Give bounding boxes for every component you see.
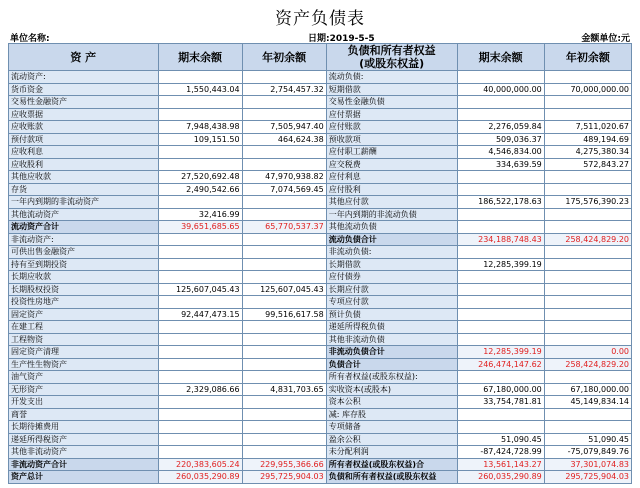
header-assets: 资 产 xyxy=(9,44,159,71)
liability-begin-balance-cell: 489,194.69 xyxy=(544,133,631,146)
asset-begin-balance-cell xyxy=(242,433,326,446)
liability-end-balance-cell: 260,035,290.89 xyxy=(457,471,544,484)
header-end-balance: 期末余额 xyxy=(158,44,242,71)
header-end-balance-2: 期末余额 xyxy=(457,44,544,71)
asset-item-cell: 可供出售金融资产 xyxy=(9,246,159,259)
asset-end-balance-cell xyxy=(158,146,242,159)
liability-begin-balance-cell: 258,424,829.20 xyxy=(544,233,631,246)
asset-item-cell: 固定资产 xyxy=(9,308,159,321)
table-row xyxy=(9,458,632,471)
liability-begin-balance-cell: 175,576,390.23 xyxy=(544,196,631,209)
table-row xyxy=(9,346,632,359)
asset-item-cell: 油气资产 xyxy=(9,371,159,384)
liability-begin-balance-cell xyxy=(544,208,631,221)
liability-begin-balance-cell: 51,090.45 xyxy=(544,433,631,446)
liability-item-cell: 所有者权益(或股东权益): xyxy=(326,371,457,384)
liability-end-balance-cell xyxy=(457,296,544,309)
liability-begin-balance-cell xyxy=(544,308,631,321)
asset-begin-balance-cell xyxy=(242,233,326,246)
asset-begin-balance-cell xyxy=(242,158,326,171)
asset-end-balance-cell: 2,329,086.66 xyxy=(158,383,242,396)
asset-begin-balance-cell: 2,754,457.32 xyxy=(242,83,326,96)
liability-end-balance-cell xyxy=(457,183,544,196)
asset-item-cell: 在建工程 xyxy=(9,321,159,334)
asset-begin-balance-cell xyxy=(242,358,326,371)
asset-end-balance-cell: 109,151.50 xyxy=(158,133,242,146)
liability-item-cell: 递延所得税负债 xyxy=(326,321,457,334)
liability-item-cell: 未分配利润 xyxy=(326,446,457,459)
asset-end-balance-cell xyxy=(158,108,242,121)
liability-end-balance-cell: 334,639.59 xyxy=(457,158,544,171)
liability-end-balance-cell xyxy=(457,208,544,221)
asset-item-cell: 流动资产合计 xyxy=(9,221,159,234)
liability-item-cell: 非流动负债: xyxy=(326,246,457,259)
liability-end-balance-cell xyxy=(457,421,544,434)
table-row xyxy=(9,83,632,96)
asset-end-balance-cell: 39,651,685.65 xyxy=(158,221,242,234)
asset-begin-balance-cell: 47,970,938.82 xyxy=(242,171,326,184)
liability-item-cell: 非流动负债合计 xyxy=(326,346,457,359)
asset-begin-balance-cell xyxy=(242,258,326,271)
table-row xyxy=(9,221,632,234)
asset-begin-balance-cell: 4,831,703.65 xyxy=(242,383,326,396)
table-row xyxy=(9,321,632,334)
asset-begin-balance-cell xyxy=(242,196,326,209)
liability-begin-balance-cell xyxy=(544,71,631,84)
table-row xyxy=(9,308,632,321)
liability-begin-balance-cell: 258,424,829.20 xyxy=(544,358,631,371)
liability-item-cell: 预计负债 xyxy=(326,308,457,321)
liability-begin-balance-cell: 45,149,834.14 xyxy=(544,396,631,409)
liability-end-balance-cell xyxy=(457,321,544,334)
liability-begin-balance-cell: 572,843.27 xyxy=(544,158,631,171)
liability-item-cell: 一年内到期的非流动负债 xyxy=(326,208,457,221)
table-row xyxy=(9,383,632,396)
liability-end-balance-cell: 40,000,000.00 xyxy=(457,83,544,96)
liability-item-cell: 流动负债: xyxy=(326,71,457,84)
asset-item-cell: 无形资产 xyxy=(9,383,159,396)
asset-begin-balance-cell xyxy=(242,333,326,346)
asset-item-cell: 资产总计 xyxy=(9,471,159,484)
liability-item-cell: 应付账款 xyxy=(326,121,457,134)
asset-end-balance-cell xyxy=(158,396,242,409)
table-row xyxy=(9,421,632,434)
asset-end-balance-cell xyxy=(158,421,242,434)
liability-begin-balance-cell: 37,301,074.83 xyxy=(544,458,631,471)
liability-item-cell: 流动负债合计 xyxy=(326,233,457,246)
asset-begin-balance-cell xyxy=(242,208,326,221)
asset-item-cell: 交易性金融资产 xyxy=(9,96,159,109)
table-row xyxy=(9,258,632,271)
asset-end-balance-cell xyxy=(158,433,242,446)
liability-begin-balance-cell xyxy=(544,258,631,271)
header-liabilities-line2: (或股东权益) xyxy=(359,57,425,70)
liability-end-balance-cell xyxy=(457,221,544,234)
asset-item-cell: 流动资产: xyxy=(9,71,159,84)
liability-end-balance-cell: 67,180,000.00 xyxy=(457,383,544,396)
liability-begin-balance-cell xyxy=(544,96,631,109)
asset-end-balance-cell: 2,490,542.66 xyxy=(158,183,242,196)
liability-end-balance-cell: 234,188,748.43 xyxy=(457,233,544,246)
liability-item-cell: 其他应付款 xyxy=(326,196,457,209)
asset-item-cell: 非流动资产合计 xyxy=(9,458,159,471)
asset-item-cell: 生产性生物资产 xyxy=(9,358,159,371)
liability-item-cell: 负债合计 xyxy=(326,358,457,371)
liability-begin-balance-cell xyxy=(544,421,631,434)
liability-end-balance-cell xyxy=(457,171,544,184)
liability-end-balance-cell: 186,522,178.63 xyxy=(457,196,544,209)
table-row xyxy=(9,71,632,84)
header-liabilities-equity xyxy=(326,44,457,71)
liability-end-balance-cell xyxy=(457,333,544,346)
liability-begin-balance-cell xyxy=(544,271,631,284)
asset-end-balance-cell: 92,447,473.15 xyxy=(158,308,242,321)
liability-end-balance-cell xyxy=(457,283,544,296)
table-row xyxy=(9,471,632,484)
liability-begin-balance-cell xyxy=(544,283,631,296)
liability-item-cell: 减: 库存股 xyxy=(326,408,457,421)
asset-begin-balance-cell xyxy=(242,246,326,259)
asset-end-balance-cell xyxy=(158,96,242,109)
report-date: 日期:2019-5-5 xyxy=(308,34,375,44)
liability-item-cell: 应付职工薪酬 xyxy=(326,146,457,159)
asset-item-cell: 一年内到期的非流动资产 xyxy=(9,196,159,209)
liability-item-cell: 实收资本(或股本) xyxy=(326,383,457,396)
liability-end-balance-cell: 509,036.37 xyxy=(457,133,544,146)
header-liabilities-line1: 负债和所有者权益 xyxy=(347,44,436,57)
asset-item-cell: 其他应收款 xyxy=(9,171,159,184)
asset-item-cell: 长期应收款 xyxy=(9,271,159,284)
asset-begin-balance-cell xyxy=(242,96,326,109)
liability-begin-balance-cell xyxy=(544,333,631,346)
asset-end-balance-cell xyxy=(158,346,242,359)
asset-item-cell: 预付款项 xyxy=(9,133,159,146)
liability-end-balance-cell: 4,546,834.00 xyxy=(457,146,544,159)
asset-end-balance-cell: 7,948,438.98 xyxy=(158,121,242,134)
liability-item-cell: 交易性金融负债 xyxy=(326,96,457,109)
asset-end-balance-cell xyxy=(158,358,242,371)
asset-end-balance-cell xyxy=(158,246,242,259)
asset-end-balance-cell xyxy=(158,196,242,209)
liability-end-balance-cell: 246,474,147.62 xyxy=(457,358,544,371)
asset-item-cell: 其他非流动资产 xyxy=(9,446,159,459)
liability-item-cell: 应交税费 xyxy=(326,158,457,171)
liability-item-cell: 应付利息 xyxy=(326,171,457,184)
asset-begin-balance-cell xyxy=(242,408,326,421)
asset-begin-balance-cell: 464,624.38 xyxy=(242,133,326,146)
liability-end-balance-cell xyxy=(457,371,544,384)
asset-begin-balance-cell xyxy=(242,108,326,121)
table-row xyxy=(9,171,632,184)
liability-begin-balance-cell: 67,180,000.00 xyxy=(544,383,631,396)
liability-end-balance-cell xyxy=(457,271,544,284)
asset-end-balance-cell: 27,520,692.48 xyxy=(158,171,242,184)
liability-item-cell: 其他流动负债 xyxy=(326,221,457,234)
asset-item-cell: 存货 xyxy=(9,183,159,196)
liability-item-cell: 专项储备 xyxy=(326,421,457,434)
asset-begin-balance-cell: 7,505,947.40 xyxy=(242,121,326,134)
header-begin-balance: 年初余额 xyxy=(242,44,326,71)
asset-begin-balance-cell xyxy=(242,446,326,459)
report-title: 资产负债表 xyxy=(275,9,365,29)
table-row xyxy=(9,108,632,121)
liability-item-cell: 短期借款 xyxy=(326,83,457,96)
liability-end-balance-cell xyxy=(457,408,544,421)
table-row xyxy=(9,396,632,409)
asset-end-balance-cell xyxy=(158,233,242,246)
unit-name-label: 单位名称: xyxy=(10,34,50,44)
asset-end-balance-cell: 220,383,605.24 xyxy=(158,458,242,471)
asset-end-balance-cell xyxy=(158,446,242,459)
asset-item-cell: 长期待摊费用 xyxy=(9,421,159,434)
liability-item-cell: 应付债券 xyxy=(326,271,457,284)
table-row xyxy=(9,146,632,159)
liability-item-cell: 其他非流动负债 xyxy=(326,333,457,346)
asset-end-balance-cell: 260,035,290.89 xyxy=(158,471,242,484)
asset-begin-balance-cell xyxy=(242,146,326,159)
liability-end-balance-cell: 2,276,059.84 xyxy=(457,121,544,134)
asset-begin-balance-cell xyxy=(242,321,326,334)
asset-begin-balance-cell xyxy=(242,71,326,84)
table-row xyxy=(9,371,632,384)
liability-begin-balance-cell: -75,079,849.76 xyxy=(544,446,631,459)
liability-begin-balance-cell xyxy=(544,221,631,234)
liability-item-cell: 资本公积 xyxy=(326,396,457,409)
asset-begin-balance-cell: 295,725,904.03 xyxy=(242,471,326,484)
asset-begin-balance-cell xyxy=(242,371,326,384)
asset-item-cell: 投资性房地产 xyxy=(9,296,159,309)
asset-begin-balance-cell xyxy=(242,396,326,409)
table-row xyxy=(9,121,632,134)
liability-item-cell: 盈余公积 xyxy=(326,433,457,446)
liability-end-balance-cell: -87,424,728.99 xyxy=(457,446,544,459)
table-row xyxy=(9,408,632,421)
asset-begin-balance-cell xyxy=(242,421,326,434)
table-row xyxy=(9,158,632,171)
liability-begin-balance-cell xyxy=(544,183,631,196)
liability-end-balance-cell xyxy=(457,108,544,121)
asset-begin-balance-cell: 99,516,617.58 xyxy=(242,308,326,321)
asset-item-cell: 固定资产清理 xyxy=(9,346,159,359)
asset-begin-balance-cell: 125,607,045.43 xyxy=(242,283,326,296)
asset-end-balance-cell xyxy=(158,408,242,421)
liability-end-balance-cell: 51,090.45 xyxy=(457,433,544,446)
asset-begin-balance-cell xyxy=(242,271,326,284)
liability-item-cell: 应付股利 xyxy=(326,183,457,196)
asset-end-balance-cell: 32,416.99 xyxy=(158,208,242,221)
liability-item-cell: 负债和所有者权益(或股东权益 xyxy=(326,471,457,484)
table-row xyxy=(9,333,632,346)
liability-item-cell: 专项应付款 xyxy=(326,296,457,309)
currency-unit-label: 金额单位:元 xyxy=(581,34,630,44)
asset-begin-balance-cell: 229,955,366.66 xyxy=(242,458,326,471)
asset-item-cell: 其他流动资产 xyxy=(9,208,159,221)
asset-end-balance-cell xyxy=(158,71,242,84)
liability-end-balance-cell: 12,285,399.19 xyxy=(457,346,544,359)
asset-end-balance-cell xyxy=(158,296,242,309)
table-header-row xyxy=(9,44,632,71)
asset-item-cell: 商誉 xyxy=(9,408,159,421)
asset-begin-balance-cell: 7,074,569.45 xyxy=(242,183,326,196)
asset-item-cell: 开发支出 xyxy=(9,396,159,409)
asset-item-cell: 应收股利 xyxy=(9,158,159,171)
liability-begin-balance-cell: 4,275,380.34 xyxy=(544,146,631,159)
table-row xyxy=(9,233,632,246)
liability-end-balance-cell xyxy=(457,246,544,259)
asset-item-cell: 非流动资产: xyxy=(9,233,159,246)
table-row xyxy=(9,271,632,284)
liability-end-balance-cell xyxy=(457,308,544,321)
asset-item-cell: 货币资金 xyxy=(9,83,159,96)
liability-item-cell: 所有者权益(或股东权益)合 xyxy=(326,458,457,471)
liability-begin-balance-cell: 295,725,904.03 xyxy=(544,471,631,484)
liability-begin-balance-cell xyxy=(544,171,631,184)
table-row xyxy=(9,433,632,446)
balance-sheet-table xyxy=(8,43,632,484)
asset-item-cell: 应收票据 xyxy=(9,108,159,121)
asset-end-balance-cell: 1,550,443.04 xyxy=(158,83,242,96)
table-row xyxy=(9,446,632,459)
asset-end-balance-cell xyxy=(158,271,242,284)
table-row xyxy=(9,283,632,296)
asset-begin-balance-cell: 65,770,537.37 xyxy=(242,221,326,234)
table-row xyxy=(9,208,632,221)
asset-end-balance-cell xyxy=(158,321,242,334)
liability-begin-balance-cell: 70,000,000.00 xyxy=(544,83,631,96)
asset-begin-balance-cell xyxy=(242,346,326,359)
table-row xyxy=(9,133,632,146)
liability-end-balance-cell xyxy=(457,71,544,84)
asset-end-balance-cell xyxy=(158,158,242,171)
liability-begin-balance-cell: 0.00 xyxy=(544,346,631,359)
asset-item-cell: 持有至到期投资 xyxy=(9,258,159,271)
asset-item-cell: 递延所得税资产 xyxy=(9,433,159,446)
asset-end-balance-cell: 125,607,045.43 xyxy=(158,283,242,296)
table-row xyxy=(9,196,632,209)
liability-item-cell: 长期应付款 xyxy=(326,283,457,296)
liability-end-balance-cell: 13,561,143.27 xyxy=(457,458,544,471)
liability-begin-balance-cell xyxy=(544,246,631,259)
liability-end-balance-cell: 33,754,781.81 xyxy=(457,396,544,409)
liability-item-cell: 长期借款 xyxy=(326,258,457,271)
liability-begin-balance-cell xyxy=(544,108,631,121)
liability-begin-balance-cell xyxy=(544,296,631,309)
table-row xyxy=(9,96,632,109)
asset-item-cell: 应收账款 xyxy=(9,121,159,134)
liability-end-balance-cell xyxy=(457,96,544,109)
liability-begin-balance-cell: 7,511,020.67 xyxy=(544,121,631,134)
asset-end-balance-cell xyxy=(158,371,242,384)
table-row xyxy=(9,358,632,371)
table-row xyxy=(9,296,632,309)
liability-begin-balance-cell xyxy=(544,321,631,334)
header-begin-balance-2: 年初余额 xyxy=(544,44,631,71)
liability-begin-balance-cell xyxy=(544,408,631,421)
table-row xyxy=(9,183,632,196)
asset-end-balance-cell xyxy=(158,258,242,271)
asset-item-cell: 长期股权投资 xyxy=(9,283,159,296)
liability-item-cell: 预收款项 xyxy=(326,133,457,146)
liability-item-cell: 应付票据 xyxy=(326,108,457,121)
liability-end-balance-cell: 12,285,399.19 xyxy=(457,258,544,271)
asset-item-cell: 应收利息 xyxy=(9,146,159,159)
liability-begin-balance-cell xyxy=(544,371,631,384)
asset-item-cell: 工程物资 xyxy=(9,333,159,346)
table-row xyxy=(9,246,632,259)
asset-begin-balance-cell xyxy=(242,296,326,309)
asset-end-balance-cell xyxy=(158,333,242,346)
